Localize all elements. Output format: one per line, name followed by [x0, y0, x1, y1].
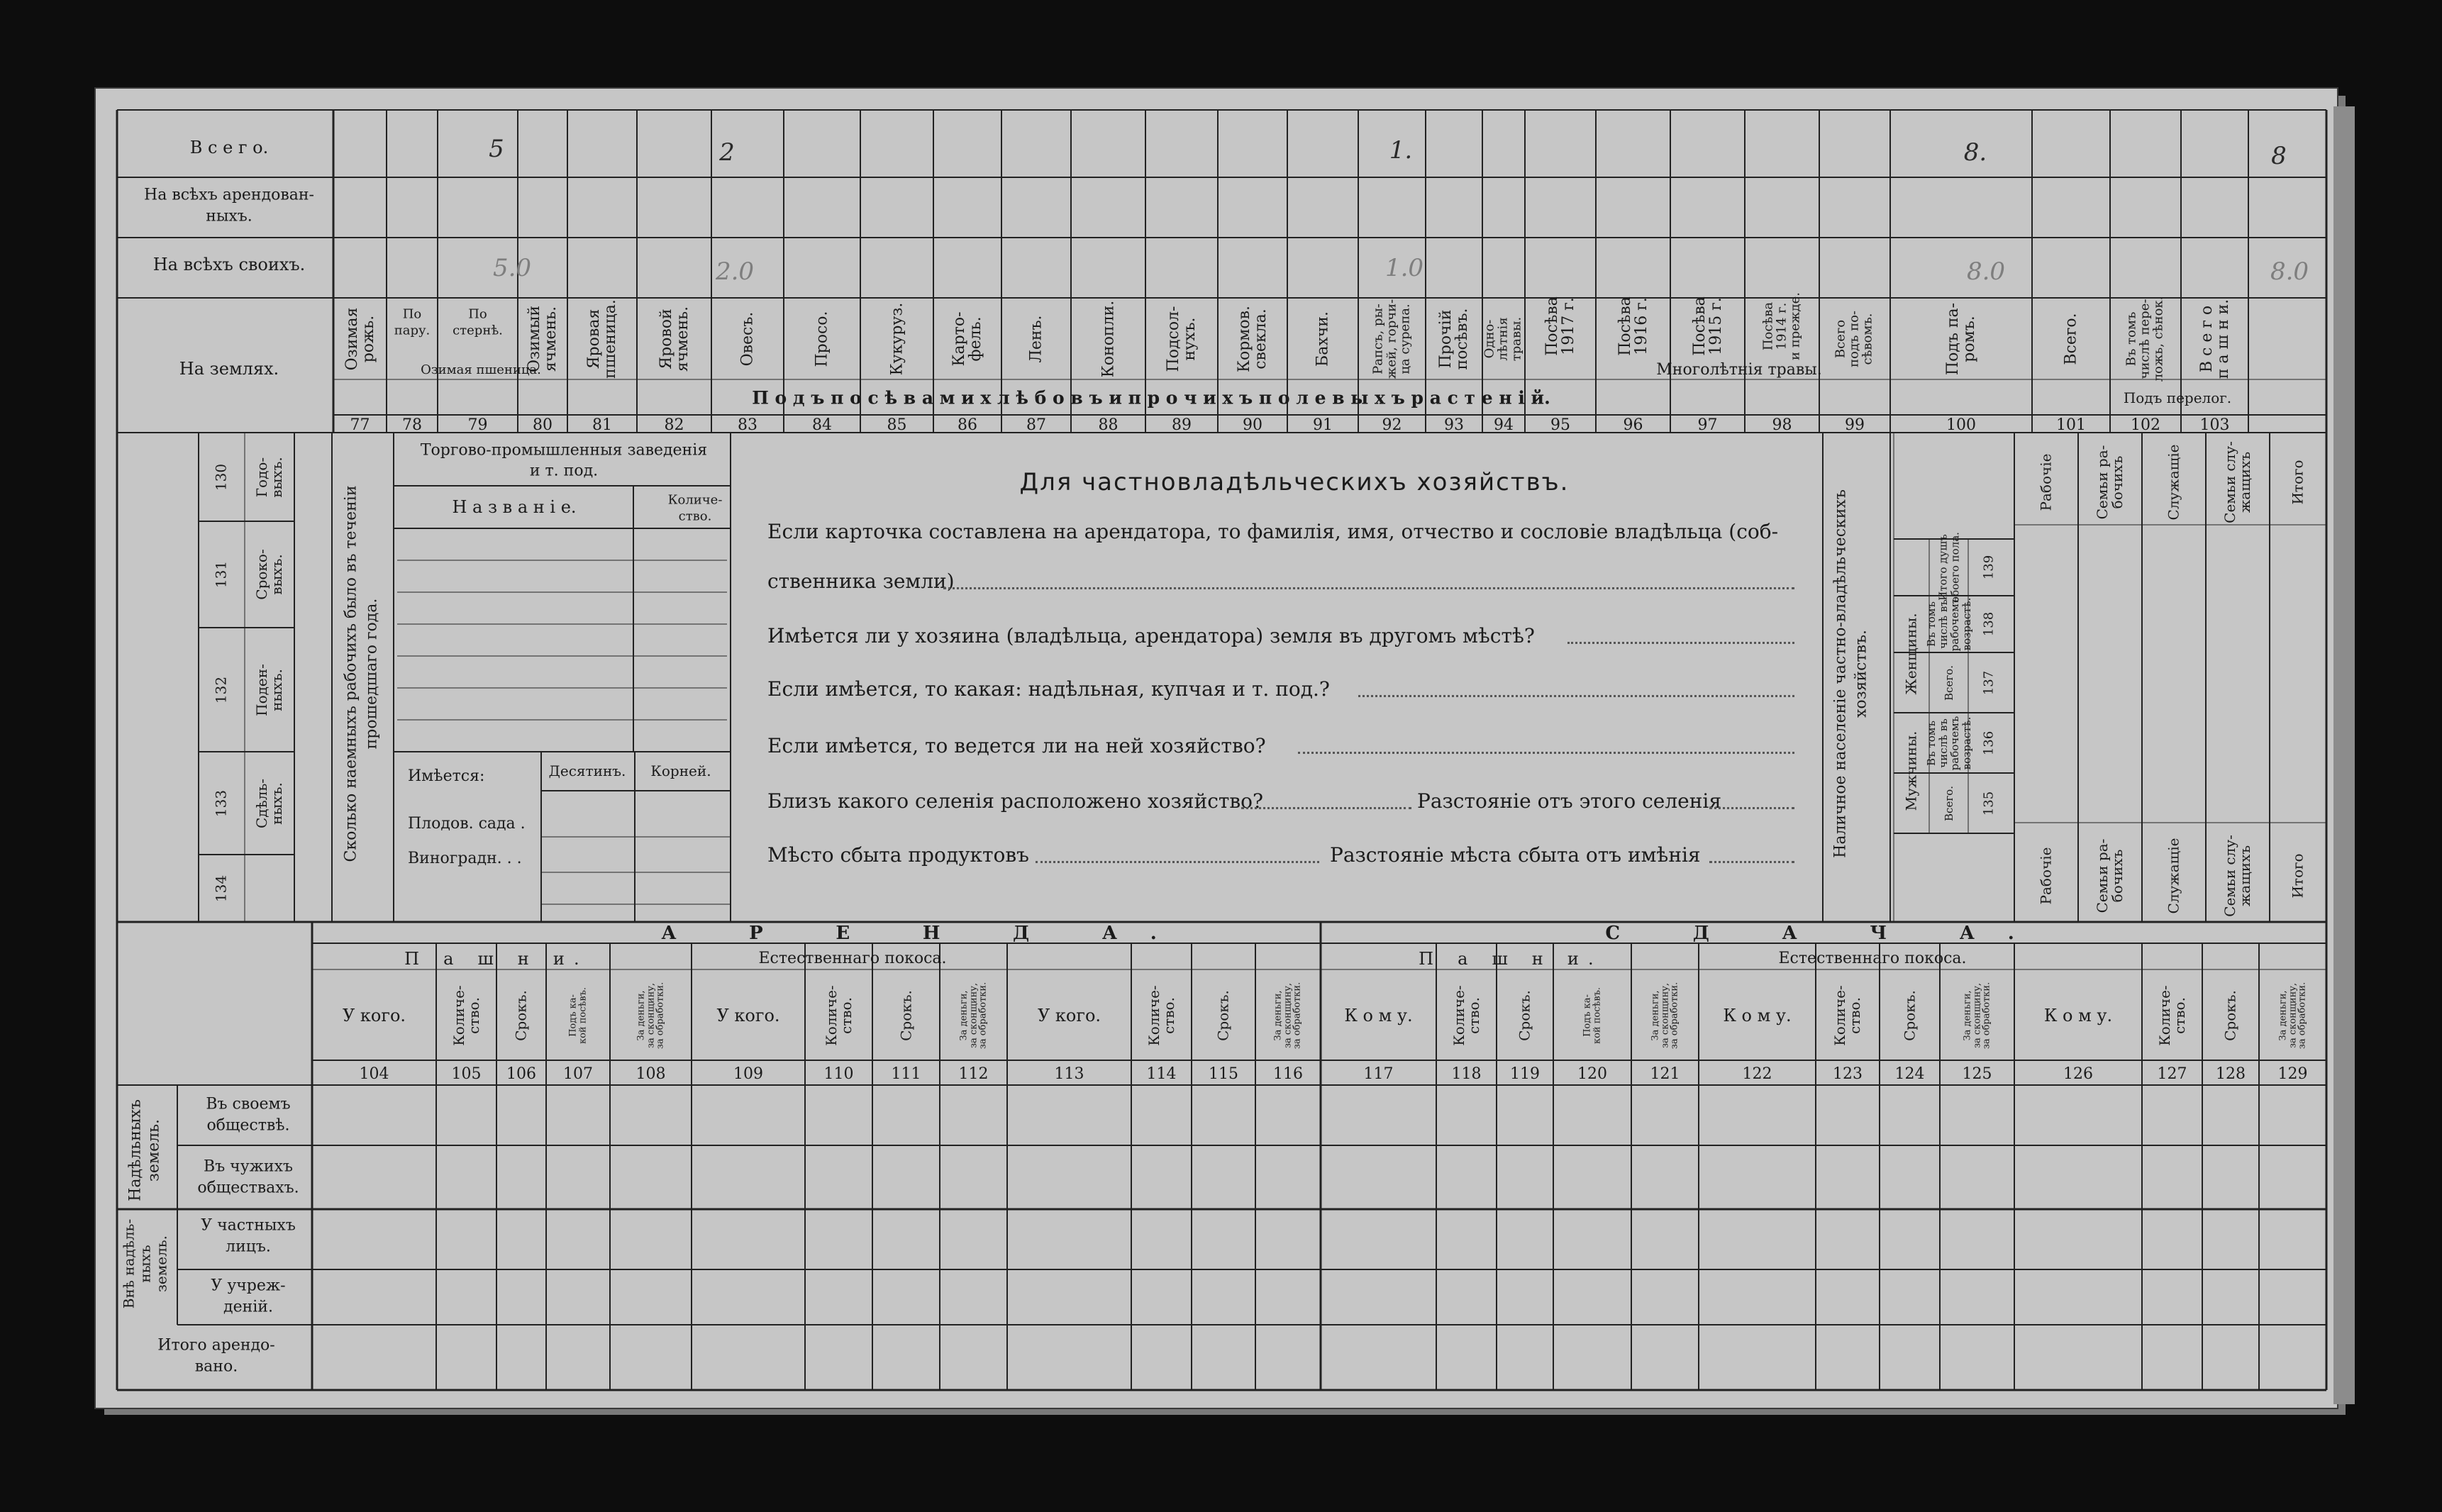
arenda-col-header-124: Срокъ. — [1901, 990, 1918, 1041]
trade-qty-col: Количе- ство. — [667, 492, 723, 524]
crop-header-100: Подъ па- ромъ. — [1943, 302, 1978, 376]
row-label-svoih: На всѣхъ своихъ. — [152, 255, 306, 274]
crop-header-83: Овесъ. — [738, 311, 757, 367]
crop-header-99: Всего подъ по- сѣвомъ. — [1833, 310, 1875, 368]
right-col-header-2: Служащіе — [2165, 444, 2182, 521]
worker-number-133: 133 — [212, 789, 230, 817]
worker-number-132: 132 — [212, 676, 230, 704]
arenda-banner: А Р Е Н Д А. — [661, 923, 1190, 944]
hw-svoih-99: 8.0 — [1966, 257, 2006, 286]
arenda-col-header-125: За деньги, за сконщину, за обработки. — [1962, 982, 1992, 1050]
crop-number-86: 86 — [958, 416, 977, 434]
workers-title: Сколько наемныхъ рабочихъ было въ теченіи прошедшаго года. — [342, 485, 380, 862]
arenda-col-number-114: 114 — [1146, 1065, 1177, 1083]
answer-line-other-land[interactable] — [1567, 642, 1794, 644]
crop-header-96: Посѣва 1916 г. — [1616, 296, 1650, 356]
population-header-138: Въ томъ числѣ въ рабочемъ возрастѣ. — [1925, 596, 1973, 652]
row-label-arendovannyh: На всѣхъ арендован- ныхъ. — [144, 186, 314, 225]
crop-header-91: Бахчи. — [1314, 311, 1332, 367]
arenda-col-header-115: Срокъ. — [1214, 990, 1232, 1041]
crop-number-79: 79 — [467, 416, 488, 434]
crop-header-82: Яровой ячмень. — [657, 306, 692, 372]
hw-svoih-91: 1.0 — [1384, 254, 1424, 282]
population-header-137: Всего. — [1942, 665, 1955, 701]
arenda-pashni: П а ш н и. — [404, 949, 589, 969]
arenda-col-header-110: Количе- ство. — [822, 985, 855, 1046]
private-q5a: Близъ какого селенія расположено хозяйство? — [767, 789, 1264, 813]
hw-vsego-79: 5 — [489, 135, 504, 163]
crop-number-100: 100 — [1946, 416, 1976, 434]
arenda-col-header-118: Количе- ство. — [1450, 985, 1482, 1046]
sdacha-banner: С Д А Ч А. — [1605, 923, 2048, 944]
right-col-header-3: Семьи слу- жащихъ — [2221, 441, 2253, 523]
answer-line-land-type[interactable] — [1358, 695, 1794, 697]
crop-header-77: Озимая рожь. — [343, 307, 377, 371]
arenda-col-header-128: Срокъ. — [2221, 990, 2239, 1041]
crop-number-102: 102 — [2131, 416, 2160, 434]
trade-title: Торгово-промышленныя заведенія и т. под. — [420, 441, 708, 479]
crop-number-101: 101 — [2056, 416, 2086, 434]
private-title: Для частновладѣльческихъ хозяйствъ. — [1019, 468, 1570, 496]
crop-number-94: 94 — [1494, 416, 1514, 434]
worker-number-131: 131 — [212, 560, 230, 589]
crop-number-99: 99 — [1845, 416, 1865, 434]
crop-number-77: 77 — [350, 416, 370, 434]
private-q5b: Разстояніе отъ этого селенія — [1417, 789, 1721, 813]
sdacha-pokosa: Естественнаго покоса. — [1778, 950, 1967, 967]
crop-header-98: Посѣва 1914 г. и прежде. — [1760, 292, 1802, 360]
arenda-col-number-129: 129 — [2277, 1065, 2308, 1083]
crop-header-92: Рапсъ, ры- жей, горчи- ца сурепа. — [1370, 299, 1412, 379]
row-label-v-svoem: Въ своемъ обществѣ. — [206, 1095, 291, 1134]
crop-number-90: 90 — [1243, 416, 1262, 434]
arenda-col-number-127: 127 — [2157, 1065, 2187, 1083]
crop-header-81: Яровая пшеница. — [584, 299, 619, 379]
private-q4: Если имѣется, то ведется ли на ней хозяйство? — [767, 734, 1266, 757]
crop-header-90: Кормов. свекла. — [1235, 305, 1270, 373]
arenda-col-header-108: За деньги, за сконщину, за обработки. — [636, 982, 666, 1050]
row-label-u-chastnyh: У частныхъ лицъ. — [201, 1216, 296, 1255]
hw-vsego-103: 8 — [2271, 142, 2287, 170]
population-header-139: Итого душъ обоего пола. — [1936, 532, 1961, 603]
arenda-col-header-123: Количе- ство. — [1831, 985, 1863, 1046]
arenda-col-number-112: 112 — [958, 1065, 989, 1083]
crop-number-78: 78 — [402, 416, 422, 434]
arenda-col-header-104: У кого. — [342, 1006, 406, 1025]
answer-line-market[interactable] — [1036, 861, 1319, 863]
arenda-col-number-108: 108 — [636, 1065, 666, 1083]
population-title: Наличное населеніе частно-владѣльческихъ хозяйствъ. — [1831, 489, 1870, 858]
private-q1a: Если карточка составлена на арендатора, то фамилія, имя, отчество и сословіе владѣльца (соб- — [767, 520, 1779, 543]
hw-svoih-82: 2.0 — [715, 257, 755, 286]
population-number-135: 135 — [1981, 791, 1997, 816]
answer-line-owner[interactable] — [943, 587, 1794, 589]
arenda-col-number-120: 120 — [1577, 1065, 1607, 1083]
arenda-col-header-126: К о м у. — [2043, 1006, 2113, 1025]
arenda-col-number-110: 110 — [823, 1065, 854, 1083]
row-label-itogo: Итого арендо- вано. — [157, 1336, 275, 1375]
crop-number-93: 93 — [1444, 416, 1464, 434]
crop-header-97: Посѣва 1915 г. — [1690, 296, 1725, 356]
arenda-col-number-107: 107 — [563, 1065, 593, 1083]
crop-number-83: 83 — [738, 416, 757, 434]
crop-number-103: 103 — [2199, 416, 2230, 434]
crop-number-85: 85 — [887, 416, 907, 434]
crop-number-92: 92 — [1382, 416, 1402, 434]
crop-header-102: Въ томъ числѣ пере- ложь, сѣнок. — [2124, 296, 2166, 382]
crop-number-97: 97 — [1697, 416, 1718, 434]
hw-vsego-99: 8. — [1963, 138, 1987, 167]
sdacha-pashni: П а ш н и. — [1419, 949, 1603, 969]
hw-vsego-82: 2 — [719, 138, 735, 167]
arenda-col-header-107: Подъ ка- кой посѣвъ. — [567, 986, 588, 1045]
arenda-col-header-119: Срокъ. — [1516, 990, 1533, 1041]
crop-number-89: 89 — [1172, 416, 1192, 434]
crop-number-91: 91 — [1313, 416, 1333, 434]
worker-number-134: 134 — [212, 874, 230, 902]
arenda-col-number-104: 104 — [359, 1065, 389, 1083]
label-ozimaya-pshenitsa: Озимая пшеница. — [421, 362, 541, 377]
arenda-col-number-113: 113 — [1054, 1065, 1084, 1083]
private-q1b: ственника земли) — [767, 569, 955, 593]
population-number-136: 136 — [1981, 730, 1997, 755]
arenda-col-number-115: 115 — [1209, 1065, 1238, 1083]
arenda-col-header-127: Количе- ство. — [2155, 985, 2188, 1046]
trade-korney: Корней. — [650, 762, 711, 779]
arenda-col-number-109: 109 — [733, 1065, 763, 1083]
worker-header-133: Сдѣль- ныхъ. — [253, 778, 285, 828]
hw-vsego-91: 1. — [1389, 136, 1413, 165]
label-mnogoletnie: Многолѣтнія травы. — [1656, 361, 1822, 379]
right-col-footer-3: Семьи слу- жащихъ — [2221, 835, 2253, 917]
worker-header-130: Годо- выхъ. — [253, 456, 285, 498]
crop-header-78: По пару. — [394, 306, 431, 338]
row-label-zemlyah: На землях. — [179, 359, 279, 379]
population-number-137: 137 — [1981, 670, 1997, 695]
row-label-v-chuzhih: Въ чужихъ обществахъ. — [197, 1157, 299, 1196]
arenda-col-header-112: За деньги, за сконщину, за обработки. — [958, 982, 989, 1050]
crop-number-82: 82 — [664, 416, 684, 434]
right-col-footer-2: Служащіе — [2165, 838, 2182, 914]
crop-header-88: Конопли. — [1099, 300, 1117, 378]
crop-number-84: 84 — [812, 416, 832, 434]
crop-header-103: В с е г о п а ш н и. — [2197, 299, 2232, 379]
worker-header-131: Сроко- выхъ. — [253, 549, 285, 600]
private-q6a: Мѣсто сбыта продуктовъ — [767, 843, 1029, 867]
right-col-footer-0: Рабочіе — [2037, 847, 2055, 905]
row-group-nadelnyh: Надѣльныхъ земель. — [126, 1099, 163, 1201]
trade-name-col: Н а з в а н і е. — [452, 497, 577, 517]
crop-header-85: Кукуруз. — [887, 302, 906, 376]
population-number-138: 138 — [1981, 611, 1997, 637]
arenda-col-number-116: 116 — [1273, 1065, 1303, 1083]
arenda-col-number-126: 126 — [2063, 1065, 2093, 1083]
crop-header-86: Карто- фель. — [950, 311, 984, 367]
row-label-u-uchrezh: У учреж- деній. — [211, 1277, 286, 1316]
arenda-col-number-118: 118 — [1451, 1065, 1482, 1083]
row-group-vne-nadel: Внѣ надѣль- ныхъ земель. — [120, 1218, 170, 1309]
crop-header-93: Прочій посѣвъ. — [1436, 308, 1471, 370]
crop-header-94: Одно- лѣтнія травы. — [1482, 316, 1524, 362]
arenda-col-header-117: К о м у. — [1344, 1006, 1413, 1025]
arenda-col-header-111: Срокъ. — [897, 990, 914, 1041]
arenda-col-header-109: У кого. — [716, 1006, 780, 1025]
crop-number-95: 95 — [1550, 416, 1570, 434]
crop-header-101: Всего. — [2062, 313, 2080, 365]
arenda-col-header-122: К о м у. — [1723, 1006, 1792, 1025]
trade-vinograd: Виноградн. . . — [408, 850, 522, 867]
crop-header-95: Посѣва 1917 г. — [1543, 296, 1577, 356]
crop-number-80: 80 — [533, 416, 553, 434]
arenda-col-header-105: Количе- ство. — [450, 985, 482, 1046]
crop-number-87: 87 — [1026, 416, 1046, 434]
arenda-col-number-121: 121 — [1650, 1065, 1680, 1083]
crop-number-98: 98 — [1772, 416, 1792, 434]
arenda-col-header-113: У кого. — [1037, 1006, 1101, 1025]
population-header-135: Всего. — [1942, 785, 1955, 821]
crop-header-89: Подсол- нухъ. — [1164, 306, 1199, 372]
arenda-col-header-120: Подъ ка- кой посѣвъ. — [1582, 986, 1602, 1045]
population-men: Мужчины. — [1902, 730, 1920, 811]
arenda-col-number-105: 105 — [451, 1065, 482, 1083]
arenda-col-header-114: Количе- ство. — [1145, 985, 1177, 1046]
population-header-136: Въ томъ числѣ въ рабочемъ возрастѣ. — [1925, 716, 1973, 770]
arenda-pokosa: Естественнаго покоса. — [758, 950, 947, 967]
right-col-footer-4: Итого — [2289, 853, 2307, 899]
trade-imeetsya: Имѣется: — [408, 767, 485, 785]
crop-number-96: 96 — [1623, 416, 1643, 434]
answer-line-market-distance[interactable] — [1709, 861, 1794, 863]
right-col-footer-1: Семьи ра- бочихъ — [2094, 838, 2126, 913]
arenda-col-header-121: За деньги, за сконщину, за обработки. — [1650, 982, 1680, 1050]
arenda-col-number-124: 124 — [1894, 1065, 1925, 1083]
arenda-col-number-111: 111 — [891, 1065, 921, 1083]
arenda-col-number-128: 128 — [2216, 1065, 2246, 1083]
posevy-banner: П о д ъ п о с ѣ в а м и х л ѣ б о в ъ и п р о ч и х ъ п о л е в ы х ъ р а с т е н і й. — [752, 387, 1550, 408]
private-q2: Имѣется ли у хозяина (владѣльца, арендатора) земля въ другомъ мѣстѣ? — [767, 624, 1535, 647]
arenda-col-header-129: За деньги, за сконщину, за обработки. — [2277, 982, 2308, 1050]
answer-line-village-distance[interactable] — [1709, 807, 1794, 809]
label-perelog: Подъ перелог. — [2123, 389, 2232, 406]
arenda-col-number-125: 125 — [1962, 1065, 1992, 1083]
arenda-col-number-122: 122 — [1742, 1065, 1772, 1083]
right-col-header-0: Рабочіе — [2037, 453, 2055, 511]
hw-svoih-79: 5.0 — [492, 254, 532, 282]
right-col-header-1: Семьи ра- бочихъ — [2094, 445, 2126, 520]
answer-line-farming[interactable] — [1298, 752, 1794, 754]
crop-number-88: 88 — [1098, 416, 1119, 434]
population-number-139: 139 — [1981, 555, 1997, 580]
crop-header-80: Озимый ячмень. — [525, 306, 560, 372]
arenda-col-number-106: 106 — [506, 1065, 536, 1083]
arenda-col-number-123: 123 — [1833, 1065, 1863, 1083]
worker-number-130: 130 — [212, 463, 230, 491]
trade-desyatin: Десятинъ. — [548, 762, 626, 779]
hw-svoih-103: 8.0 — [2270, 257, 2309, 286]
crop-header-79: По стернѣ. — [453, 306, 503, 338]
private-q3: Если имѣется, то какая: надѣльная, купчая и т. под.? — [767, 677, 1330, 701]
arenda-col-number-117: 117 — [1363, 1065, 1394, 1083]
arenda-col-header-116: За деньги, за сконщину, за обработки. — [1272, 982, 1303, 1050]
answer-line-village[interactable] — [1241, 807, 1411, 809]
crop-header-84: Просо. — [813, 311, 831, 367]
right-col-header-4: Итого — [2289, 460, 2307, 505]
arenda-col-number-119: 119 — [1510, 1065, 1540, 1083]
crop-number-81: 81 — [592, 416, 612, 434]
row-label-vsego: В с е г о. — [189, 138, 269, 157]
arenda-col-header-106: Срокъ. — [512, 990, 530, 1041]
worker-header-132: Поден- ныхъ. — [253, 663, 285, 716]
private-q6b: Разстояніе мѣста сбыта отъ имѣнія — [1330, 843, 1701, 867]
trade-sad: Плодов. сада . — [408, 815, 526, 833]
population-women: Женщины. — [1902, 613, 1920, 695]
crop-header-87: Ленъ. — [1027, 315, 1045, 363]
